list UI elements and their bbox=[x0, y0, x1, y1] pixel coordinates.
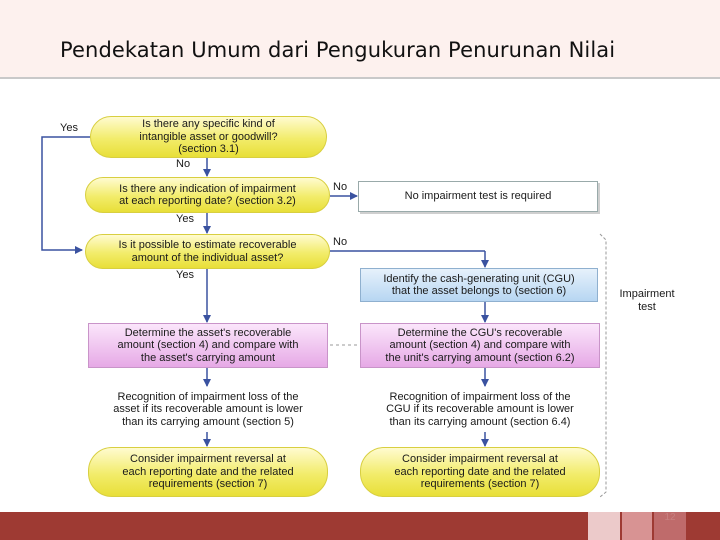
node-cgu-recoverable-amount: Determine the CGU's recoverable amount (section 4) and compare with the unit's carrying amount (section 6.2) bbox=[360, 323, 600, 368]
label-no-q3: No bbox=[333, 236, 348, 248]
label-yes-q3: Yes bbox=[176, 269, 194, 281]
footer-square-light bbox=[588, 512, 620, 540]
node-recoverable-amount-question: Is it possible to estimate recoverable amount of the individual asset? bbox=[85, 234, 330, 269]
footer-square-mid bbox=[622, 512, 652, 540]
node-cgu-impairment-reversal: Consider impairment reversal at each reporting date and the related requirements (section 7) bbox=[360, 447, 600, 497]
label-no-q2: No bbox=[333, 181, 348, 193]
node-impairment-indication-question: Is there any indication of impairment at each reporting date? (section 3.2) bbox=[85, 177, 330, 213]
node-cgu-impairment-loss: Recognition of impairment loss of the CGU if its recoverable amount is lower than its carrying amount (section 6.4) bbox=[360, 387, 600, 432]
label-yes-loop: Yes bbox=[60, 122, 78, 134]
label-impairment-test: Impairment test bbox=[619, 288, 675, 313]
label-yes-q2: Yes bbox=[176, 213, 194, 225]
node-no-impairment-test: No impairment test is required bbox=[358, 181, 598, 212]
impairment-test-bracket bbox=[600, 234, 606, 497]
node-asset-impairment-loss: Recognition of impairment loss of the asset if its recoverable amount is lower than its carrying amount (section 5) bbox=[88, 387, 328, 432]
node-asset-impairment-reversal: Consider impairment reversal at each reporting date and the related requirements (section 7) bbox=[88, 447, 328, 497]
node-identify-cgu: Identify the cash-generating unit (CGU) that the asset belongs to (section 6) bbox=[360, 268, 598, 302]
slide-title: Pendekatan Umum dari Pengukuran Penurunan Nilai bbox=[60, 38, 616, 62]
node-asset-recoverable-amount: Determine the asset's recoverable amount (section 4) and compare with the asset's carrying amount bbox=[88, 323, 328, 368]
label-no-q1: No bbox=[176, 158, 191, 170]
yes-loop-connector bbox=[42, 137, 90, 250]
node-intangible-goodwill-question: Is there any specific kind of intangible asset or goodwill? (section 3.1) bbox=[90, 116, 327, 158]
footer-bar bbox=[0, 512, 720, 540]
page-number: 12 bbox=[664, 512, 676, 523]
